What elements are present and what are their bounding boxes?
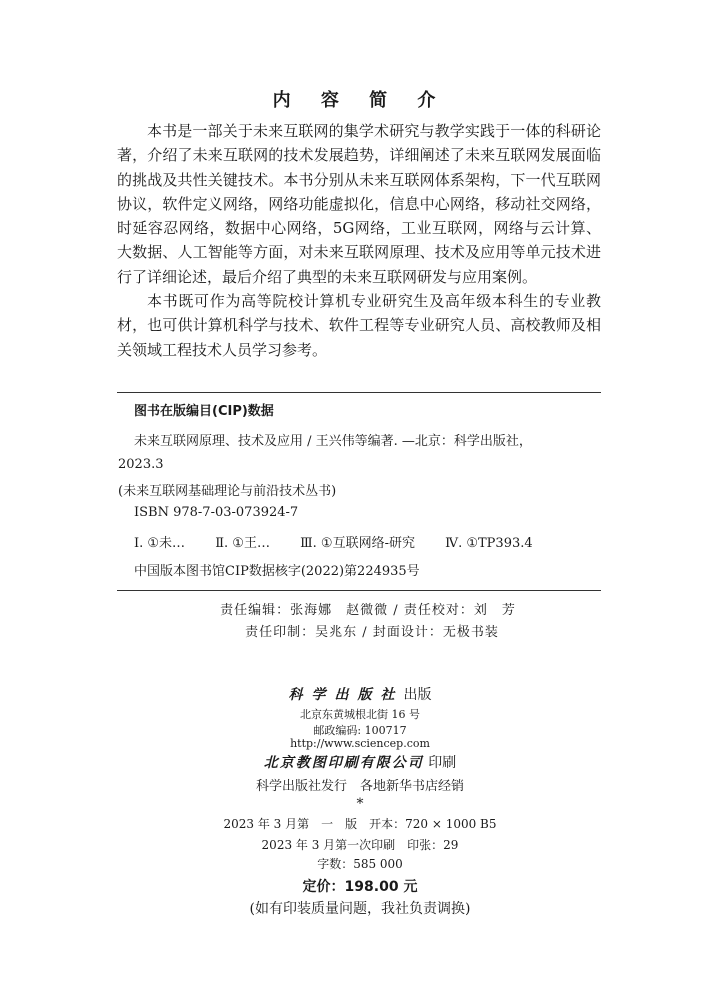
publisher-address: 北京东黄城根北街 16 号: [300, 708, 420, 721]
edition-line: 2023 年 3 月第 一 版 开本：720 × 1000 B5: [223, 817, 497, 831]
cip-class-item: Ⅱ. ①王…: [215, 536, 270, 551]
printer-name: 北京教图印刷有限公司: [263, 755, 424, 771]
summary-paragraph: 本书既可作为高等院校计算机专业研究生及高年级本科生的专业教材，也可供计算机科学与技术、软件工程等专业研究人员、高校教师及相关领域工程技术人员学习参考。: [117, 292, 601, 359]
publisher-url: http://www.sciencep.com: [290, 737, 430, 750]
cip-series: (未来互联网基础理论与前沿技术丛书): [118, 484, 337, 499]
summary-text: [117, 119, 601, 362]
publisher-postcode: 邮政编码: 100717: [313, 724, 407, 737]
cip-class-item: Ⅲ. ①互联网络-研究: [300, 536, 415, 551]
cip-class-item: Ⅳ. ①TP393.4: [445, 536, 533, 551]
printer-line: [0, 752, 720, 772]
publisher-suffix: 出版: [403, 687, 432, 703]
publisher-name: 科学出版社: [288, 687, 404, 703]
quality-note: (如有印装质量问题，我社负责调换): [249, 901, 471, 917]
word-count: 字数：585 000: [317, 857, 403, 871]
cip-title-line: 未来互联网原理、技术及应用 / 王兴伟等编著. —北京：科学出版社，: [134, 434, 532, 449]
separator-star: *: [356, 796, 364, 812]
distribution-line: 科学出版社发行 各地新华书店经销: [255, 779, 464, 794]
publisher-line: [0, 684, 720, 704]
cip-class-item: Ⅰ. ①未…: [134, 536, 186, 551]
staff-production: 责任印制：吴兆东 / 封面设计：无极书装: [245, 625, 499, 640]
summary-paragraph: 本书是一部关于未来互联网的集学术研究与教学实践于一体的科研论著，介绍了未来互联网的技术发展趋势，详细阐述了未来互联网发展面临的挑战及共性关键技术。本书分别从未来互联网体系架构，下一代互联网协议，软件定义网络，网络功能虚拟化，信息中心网络，移动社交网络，时延容忍网络，数据中心网络，5G网络，工业互联网，网络与云计算、大数据、人工智能等方面，对未来互联网原理、技术及应用等单元技术进行了详细论述，最后介绍了典型的未来互联网研发与应用案例。: [117, 122, 601, 286]
cip-heading: 图书在版编目(CIP)数据: [134, 404, 274, 419]
cip-isbn: ISBN 978-7-03-073924-7: [134, 505, 299, 520]
summary-title: 内 容 简 介: [272, 90, 448, 111]
cip-record: 中国版本图书馆CIP数据核字(2022)第224935号: [134, 564, 420, 579]
printing-line: 2023 年 3 月第一次印刷 印张：29: [261, 838, 459, 852]
printer-suffix: 印刷: [428, 755, 457, 771]
staff-editors: 责任编辑：张海娜 赵微微 / 责任校对：刘 芳: [220, 603, 516, 618]
cip-block: [117, 392, 601, 591]
price: 定价：198.00 元: [302, 879, 418, 895]
cip-classification: [134, 532, 533, 551]
cip-year: 2023.3: [118, 457, 164, 472]
